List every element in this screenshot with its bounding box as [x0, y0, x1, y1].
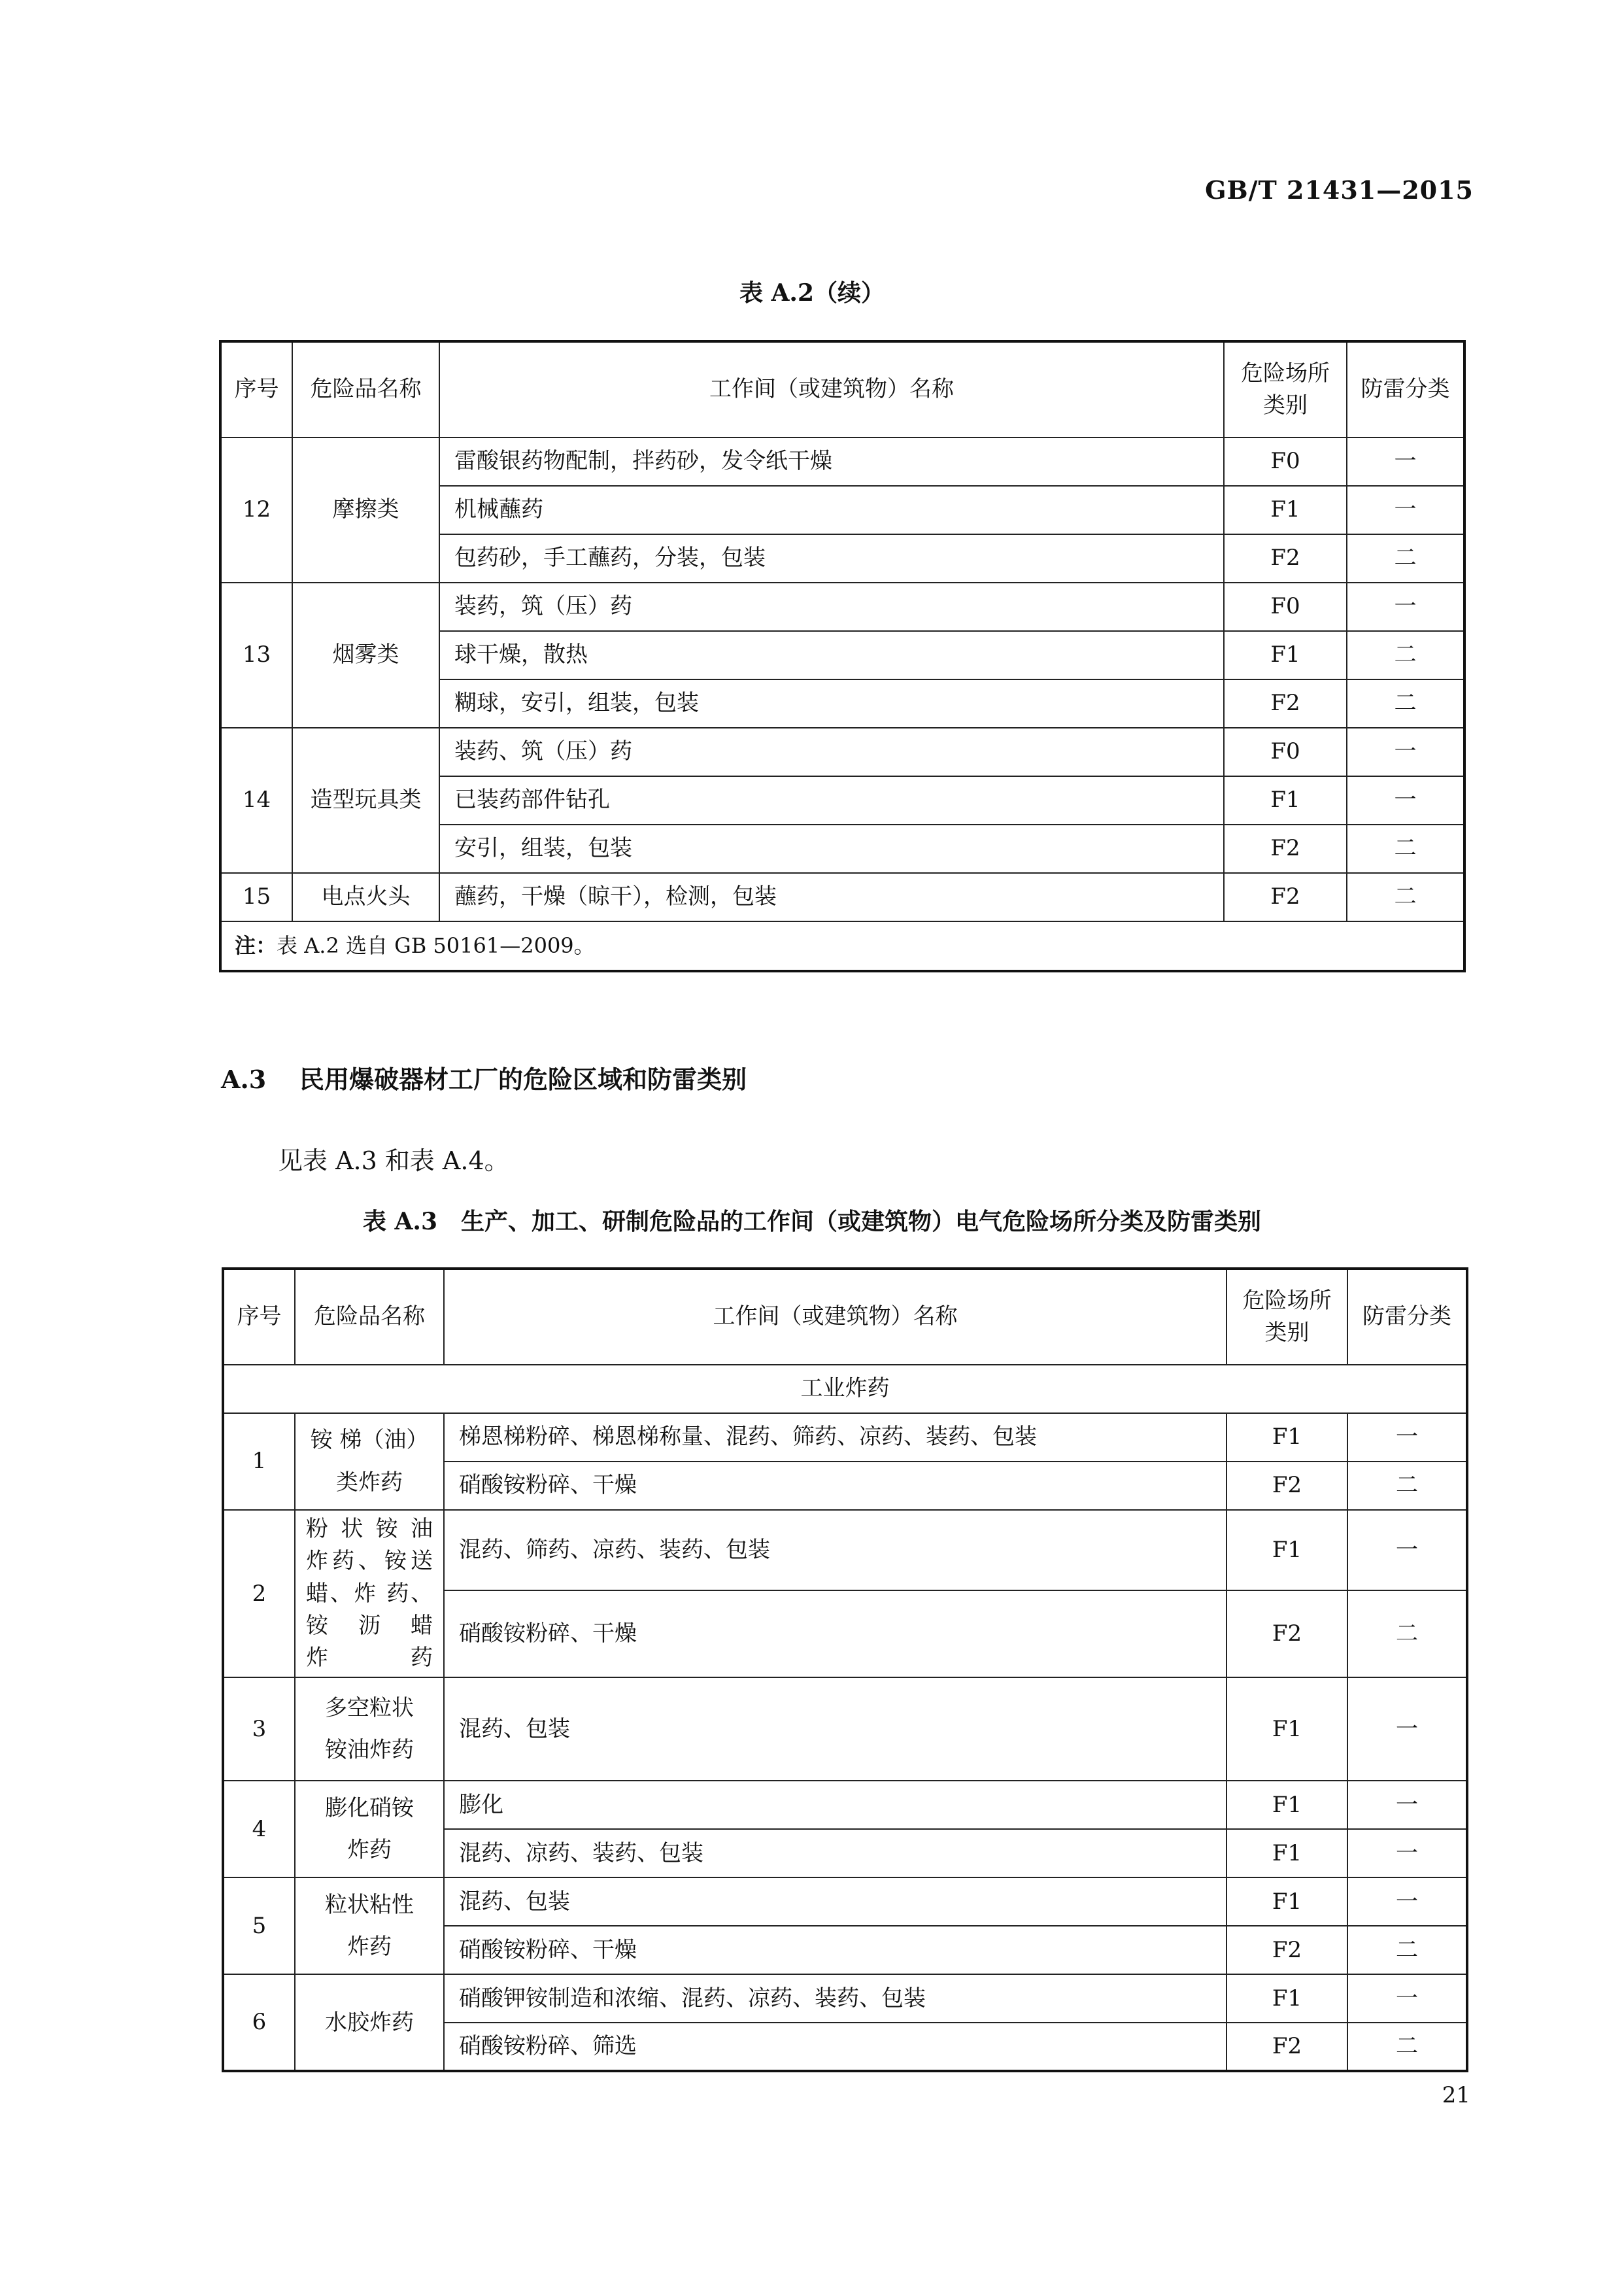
cell-room: 蘸药，干燥（晾干），检测，包装	[439, 873, 1224, 921]
cell-lightning-class: 一	[1347, 486, 1464, 534]
body-paragraph: 见表 A.3 和表 A.4。	[278, 1146, 509, 1175]
note-label: 注：	[235, 933, 277, 959]
cell-hazard-name	[295, 1974, 444, 2071]
hazard-name-line: 铵 沥 蜡	[306, 1612, 433, 1639]
cell-zone: F2	[1224, 825, 1347, 873]
cell-lightning-class: 二	[1347, 534, 1464, 583]
hazard-name-line: 类炸药	[336, 1469, 403, 1496]
cell-no: 12	[220, 437, 292, 583]
cell-lightning-class: 二	[1347, 1926, 1467, 1974]
cell-zone: F1	[1226, 1877, 1347, 1926]
cell-room: 硝酸铵粉碎、干燥	[444, 1926, 1226, 1974]
cell-lightning-class: 一	[1347, 437, 1464, 486]
cell-no: 15	[220, 873, 292, 921]
cell-zone: F1	[1226, 1829, 1347, 1877]
cell-zone: F2	[1226, 2023, 1347, 2071]
header-lightning: 防雷分类	[1347, 341, 1464, 437]
cell-room: 硝酸铵粉碎、干燥	[444, 1462, 1226, 1510]
cell-zone: F2	[1224, 679, 1347, 728]
hazard-name-line: 水胶炸药	[325, 2009, 414, 2036]
table-row	[223, 1677, 1467, 1781]
table-a3-header-row	[223, 1269, 1467, 1365]
header-room: 工作间（或建筑物）名称	[439, 341, 1224, 437]
hazard-name-line: 炸药	[347, 1837, 392, 1864]
cell-lightning-class: 一	[1347, 776, 1464, 825]
cell-zone: F2	[1226, 1926, 1347, 1974]
hazard-name-line: 多空粒状	[325, 1694, 414, 1721]
cell-hazard-name: 电点火头	[292, 873, 439, 921]
cell-hazard-name	[295, 1877, 444, 1974]
cell-lightning-class: 一	[1347, 583, 1464, 631]
cell-lightning-class: 一	[1347, 1877, 1467, 1926]
table-a2	[219, 340, 1466, 972]
table-row	[220, 873, 1464, 921]
hazard-name-line: 粉 状 铵 油	[306, 1516, 433, 1542]
cell-hazard-name	[295, 1413, 444, 1510]
cell-lightning-class: 一	[1347, 1413, 1467, 1462]
standard-code: GB/T 21431—2015	[1205, 175, 1474, 205]
cell-zone: F1	[1224, 486, 1347, 534]
table-a3-subheader-row	[223, 1365, 1467, 1413]
cell-room: 装药、筑（压）药	[439, 728, 1224, 776]
subheader-industrial-explosives: 工业炸药	[223, 1365, 1467, 1413]
cell-hazard-name: 烟雾类	[292, 583, 439, 728]
cell-lightning-class: 二	[1347, 2023, 1467, 2071]
cell-hazard-name: 造型玩具类	[292, 728, 439, 873]
cell-no: 2	[223, 1510, 295, 1677]
header-lightning: 防雷分类	[1347, 1269, 1467, 1365]
table-row	[223, 1510, 1467, 1590]
header-zone: 危险场所 类别	[1224, 341, 1347, 437]
cell-lightning-class: 二	[1347, 631, 1464, 679]
table-row	[223, 1974, 1467, 2023]
cell-lightning-class: 一	[1347, 1781, 1467, 1829]
cell-room: 混药、包装	[444, 1677, 1226, 1781]
table-note	[220, 921, 1464, 971]
cell-zone: F0	[1224, 437, 1347, 486]
cell-room: 硝酸铵粉碎、筛选	[444, 2023, 1226, 2071]
cell-no: 1	[223, 1413, 295, 1510]
cell-room: 装药，筑（压）药	[439, 583, 1224, 631]
page-number: 21	[1442, 2082, 1470, 2108]
cell-room: 包药砂，手工蘸药，分装，包装	[439, 534, 1224, 583]
cell-no: 3	[223, 1677, 295, 1781]
cell-zone: F0	[1224, 583, 1347, 631]
cell-lightning-class: 一	[1347, 1510, 1467, 1590]
cell-zone: F1	[1226, 1413, 1347, 1462]
table-a2-header-row	[220, 341, 1464, 437]
cell-no: 6	[223, 1974, 295, 2071]
header-name: 危险品名称	[295, 1269, 444, 1365]
cell-lightning-class: 一	[1347, 1829, 1467, 1877]
hazard-name-line: 铵油炸药	[325, 1737, 414, 1764]
cell-room: 雷酸银药物配制，拌药砂，发令纸干燥	[439, 437, 1224, 486]
table-a2-title: 表 A.2（续）	[739, 279, 885, 307]
cell-lightning-class: 二	[1347, 873, 1464, 921]
cell-lightning-class: 二	[1347, 1462, 1467, 1510]
cell-lightning-class: 一	[1347, 1974, 1467, 2023]
cell-room: 硝酸钾铵制造和浓缩、混药、凉药、装药、包装	[444, 1974, 1226, 2023]
header-name: 危险品名称	[292, 341, 439, 437]
cell-no: 13	[220, 583, 292, 728]
cell-room: 混药、筛药、凉药、装药、包装	[444, 1510, 1226, 1590]
hazard-name-line: 炸药	[347, 1934, 392, 1960]
cell-zone: F1	[1226, 1974, 1347, 2023]
cell-no: 14	[220, 728, 292, 873]
hazard-name-line: 炸药、铵送	[306, 1548, 433, 1575]
cell-zone: F1	[1226, 1677, 1347, 1781]
cell-room: 混药、凉药、装药、包装	[444, 1829, 1226, 1877]
cell-lightning-class: 二	[1347, 679, 1464, 728]
table-row	[223, 1781, 1467, 1829]
cell-room: 膨化	[444, 1781, 1226, 1829]
cell-hazard-name	[295, 1677, 444, 1781]
cell-hazard-name	[295, 1510, 444, 1677]
hazard-name-line: 蜡、炸 药、	[306, 1580, 433, 1607]
cell-no: 4	[223, 1781, 295, 1877]
hazard-name-line: 炸药	[306, 1645, 433, 1671]
table-row	[223, 1413, 1467, 1462]
header-no: 序号	[223, 1269, 295, 1365]
cell-zone: F0	[1224, 728, 1347, 776]
header-no: 序号	[220, 341, 292, 437]
cell-zone: F1	[1224, 776, 1347, 825]
section-heading: A.3 民用爆破器材工厂的危险区域和防雷类别	[221, 1065, 747, 1094]
header-room: 工作间（或建筑物）名称	[444, 1269, 1226, 1365]
cell-hazard-name	[295, 1781, 444, 1877]
note-text: 表 A.2 选自 GB 50161—2009。	[277, 933, 595, 959]
cell-no: 5	[223, 1877, 295, 1974]
cell-hazard-name: 摩擦类	[292, 437, 439, 583]
table-row	[220, 437, 1464, 486]
cell-room: 混药、包装	[444, 1877, 1226, 1926]
table-row	[220, 728, 1464, 776]
table-row	[220, 583, 1464, 631]
cell-room: 硝酸铵粉碎、干燥	[444, 1590, 1226, 1678]
cell-room: 已装药部件钻孔	[439, 776, 1224, 825]
cell-zone: F2	[1224, 873, 1347, 921]
hazard-name-line: 粒状粘性	[325, 1891, 414, 1918]
cell-zone: F1	[1226, 1510, 1347, 1590]
cell-room: 梯恩梯粉碎、梯恩梯称量、混药、筛药、凉药、装药、包装	[444, 1413, 1226, 1462]
table-a3-title: 表 A.3 生产、加工、研制危险品的工作间（或建筑物）电气危险场所分类及防雷类别	[362, 1208, 1262, 1235]
header-zone: 危险场所 类别	[1226, 1269, 1347, 1365]
cell-zone: F2	[1226, 1590, 1347, 1678]
cell-room: 球干燥，散热	[439, 631, 1224, 679]
cell-zone: F2	[1226, 1462, 1347, 1510]
cell-lightning-class: 二	[1347, 1590, 1467, 1678]
cell-lightning-class: 一	[1347, 728, 1464, 776]
cell-lightning-class: 二	[1347, 825, 1464, 873]
table-note-row	[220, 921, 1464, 971]
hazard-name-line: 膨化硝铵	[325, 1794, 414, 1821]
cell-zone: F1	[1226, 1781, 1347, 1829]
table-row	[223, 1877, 1467, 1926]
cell-room: 糊球，安引，组装，包装	[439, 679, 1224, 728]
cell-room: 安引，组装，包装	[439, 825, 1224, 873]
hazard-name-line: 铵 梯（油）	[310, 1427, 429, 1454]
cell-room: 机械蘸药	[439, 486, 1224, 534]
cell-zone: F1	[1224, 631, 1347, 679]
table-a3	[222, 1267, 1468, 2072]
cell-zone: F2	[1224, 534, 1347, 583]
cell-lightning-class: 一	[1347, 1677, 1467, 1781]
